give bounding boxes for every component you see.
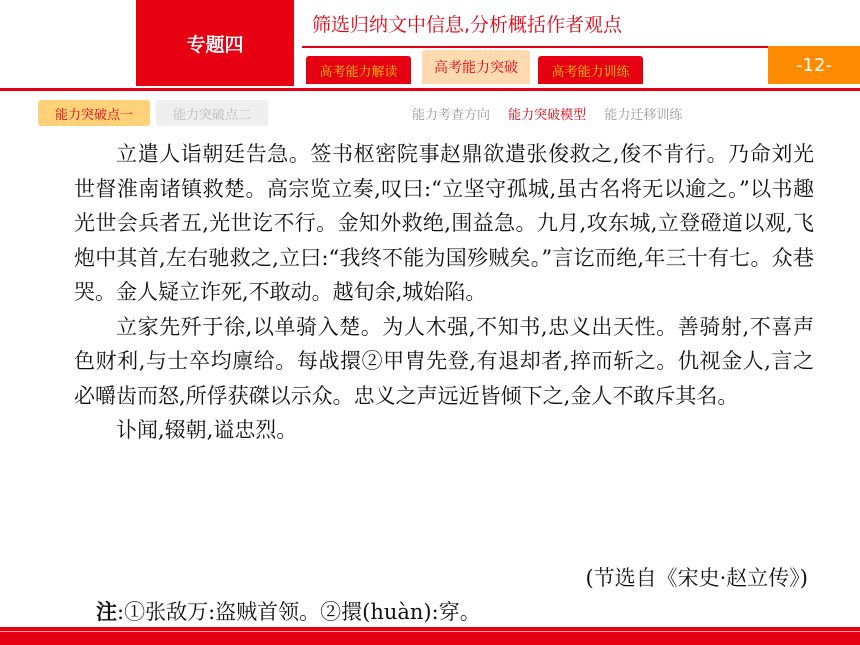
subtab-breakthrough-1[interactable]: 能力突破点一	[38, 100, 150, 126]
note-text: :①张敌万:盗贼首领。②擐(huàn):穿。	[117, 600, 481, 624]
paragraph-2: 立家先歼于徐,以单骑入楚。为人木强,不知书,忠义出天性。善骑射,不喜声色财利,与士卒均廪给。每战擐②甲胄先登,有退却者,捽而斩之。仇视金人,言之必嚼齿而怒,所俘获磔以示众。忠义之声远近皆倾下之,金人不敢斥其名。	[74, 314, 814, 408]
passage	[74, 137, 814, 624]
source-citation: (节选自《宋史·赵立传》)	[585, 566, 808, 590]
paragraph-3: 讣闻,辍朝,谥忠烈。	[116, 418, 298, 442]
link-breakthrough-model[interactable]: 能力突破模型	[508, 108, 587, 123]
header-divider	[0, 88, 860, 91]
topic-label: 专题四	[136, 0, 294, 86]
title-underline	[302, 46, 768, 48]
footer-bar	[0, 627, 860, 645]
page-number: -12-	[768, 46, 860, 84]
note-label: 注	[96, 600, 117, 624]
section-links	[412, 104, 696, 123]
link-transfer-training[interactable]: 能力迁移训练	[604, 108, 683, 123]
page-title: 筛选归纳文中信息,分析概括作者观点	[312, 14, 623, 36]
link-assessment-direction[interactable]: 能力考查方向	[412, 108, 491, 123]
tab-ability-training[interactable]: 高考能力训练	[538, 56, 643, 84]
annotation-note	[96, 595, 481, 630]
tab-ability-interpretation[interactable]: 高考能力解读	[306, 56, 411, 84]
header-bar	[0, 0, 860, 88]
tab-ability-breakthrough[interactable]: 高考能力突破	[422, 50, 530, 84]
paragraph-1: 立遣人诣朝廷告急。签书枢密院事赵鼎欲遣张俊救之,俊不肯行。乃命刘光世督淮南诸镇救楚。高宗览立奏,叹曰:“立坚守孤城,虽古名将无以逾之。”以书趣光世会兵者五,光世讫不行。金知外救绝,围益急。九月,攻东城,立登磴道以观,飞炮中其首,左右驰救之,立曰:“我终不能为国殄贼矣。”言讫而绝,年三十有七。众巷哭。金人疑立诈死,不敢动。越旬余,城始陷。	[74, 142, 814, 304]
subtab-breakthrough-2[interactable]: 能力突破点二	[156, 100, 268, 126]
